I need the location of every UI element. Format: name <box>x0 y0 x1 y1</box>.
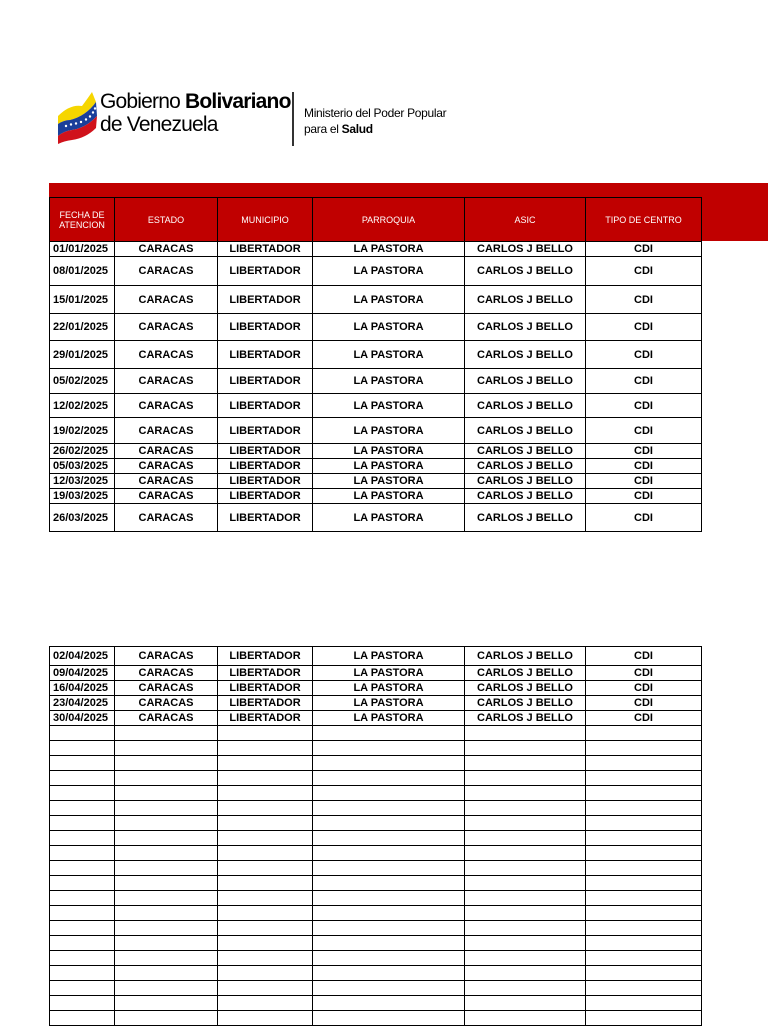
empty-cell <box>465 861 586 876</box>
cell-fecha: 26/03/2025 <box>50 504 115 532</box>
cell-fecha: 22/01/2025 <box>50 314 115 341</box>
empty-cell <box>50 801 115 816</box>
empty-cell <box>50 786 115 801</box>
empty-cell <box>586 726 702 741</box>
cell-tipo-centro: CDI <box>586 681 702 696</box>
empty-cell <box>218 936 313 951</box>
cell-parroquia: LA PASTORA <box>313 369 465 394</box>
empty-cell <box>586 816 702 831</box>
cell-estado: CARACAS <box>115 444 218 459</box>
empty-cell <box>50 951 115 966</box>
cell-parroquia: LA PASTORA <box>313 242 465 257</box>
empty-cell <box>218 906 313 921</box>
empty-cell <box>115 891 218 906</box>
empty-cell <box>465 891 586 906</box>
empty-cell <box>218 816 313 831</box>
empty-cell <box>50 966 115 981</box>
cell-municipio: LIBERTADOR <box>218 504 313 532</box>
cell-tipo-centro: CDI <box>586 504 702 532</box>
table-row <box>50 504 702 532</box>
empty-cell <box>465 876 586 891</box>
cell-parroquia: LA PASTORA <box>313 341 465 369</box>
empty-cell <box>313 891 465 906</box>
cell-asic: CARLOS J BELLO <box>465 474 586 489</box>
cell-fecha: 23/04/2025 <box>50 696 115 711</box>
empty-cell <box>465 921 586 936</box>
empty-cell <box>115 936 218 951</box>
empty-row <box>50 831 702 846</box>
cell-municipio: LIBERTADOR <box>218 711 313 726</box>
empty-cell <box>313 951 465 966</box>
empty-cell <box>218 786 313 801</box>
cell-parroquia: LA PASTORA <box>313 711 465 726</box>
empty-cell <box>115 846 218 861</box>
col-header-parroquia: PARROQUIA <box>313 198 465 242</box>
empty-cell <box>50 756 115 771</box>
empty-row <box>50 1011 702 1026</box>
cell-fecha: 12/03/2025 <box>50 474 115 489</box>
empty-cell <box>313 831 465 846</box>
empty-row <box>50 891 702 906</box>
empty-cell <box>465 1011 586 1026</box>
venezuela-flag-icon <box>56 90 98 144</box>
cell-estado: CARACAS <box>115 681 218 696</box>
cell-tipo-centro: CDI <box>586 369 702 394</box>
empty-cell <box>50 831 115 846</box>
cell-fecha: 01/01/2025 <box>50 242 115 257</box>
empty-cell <box>218 756 313 771</box>
cell-asic: CARLOS J BELLO <box>465 489 586 504</box>
table-row <box>50 489 702 504</box>
cell-estado: CARACAS <box>115 394 218 418</box>
cell-estado: CARACAS <box>115 666 218 681</box>
empty-cell <box>313 816 465 831</box>
cell-tipo-centro: CDI <box>586 647 702 666</box>
logo-divider <box>292 92 294 146</box>
empty-cell <box>586 906 702 921</box>
empty-row <box>50 726 702 741</box>
empty-cell <box>313 906 465 921</box>
empty-cell <box>313 966 465 981</box>
empty-cell <box>50 846 115 861</box>
empty-cell <box>465 786 586 801</box>
cell-parroquia: LA PASTORA <box>313 286 465 314</box>
table-row <box>50 444 702 459</box>
empty-cell <box>586 801 702 816</box>
cell-parroquia: LA PASTORA <box>313 394 465 418</box>
empty-cell <box>465 726 586 741</box>
empty-cell <box>313 996 465 1011</box>
cell-fecha: 29/01/2025 <box>50 341 115 369</box>
empty-cell <box>218 951 313 966</box>
cell-asic: CARLOS J BELLO <box>465 444 586 459</box>
empty-cell <box>115 756 218 771</box>
empty-cell <box>50 771 115 786</box>
empty-row <box>50 996 702 1011</box>
empty-cell <box>218 726 313 741</box>
cell-estado: CARACAS <box>115 489 218 504</box>
empty-cell <box>115 831 218 846</box>
col-header-asic: ASIC <box>465 198 586 242</box>
cell-tipo-centro: CDI <box>586 257 702 286</box>
cell-estado: CARACAS <box>115 418 218 444</box>
cell-fecha: 08/01/2025 <box>50 257 115 286</box>
cell-estado: CARACAS <box>115 314 218 341</box>
gobierno-logo <box>56 88 447 150</box>
cell-parroquia: LA PASTORA <box>313 257 465 286</box>
empty-cell <box>313 756 465 771</box>
logo-title-line1: Gobierno Bolivariano <box>100 90 291 113</box>
table-row <box>50 474 702 489</box>
cell-estado: CARACAS <box>115 257 218 286</box>
empty-cell <box>115 921 218 936</box>
cell-fecha: 05/02/2025 <box>50 369 115 394</box>
col-header-fecha: FECHA DE ATENCION <box>50 198 115 242</box>
table-row <box>50 647 702 666</box>
empty-cell <box>586 771 702 786</box>
empty-cell <box>115 741 218 756</box>
cell-estado: CARACAS <box>115 242 218 257</box>
cell-parroquia: LA PASTORA <box>313 444 465 459</box>
cell-estado: CARACAS <box>115 286 218 314</box>
cell-tipo-centro: CDI <box>586 666 702 681</box>
cell-asic: CARLOS J BELLO <box>465 314 586 341</box>
cell-fecha: 09/04/2025 <box>50 666 115 681</box>
empty-cell <box>218 921 313 936</box>
cell-municipio: LIBERTADOR <box>218 257 313 286</box>
cell-parroquia: LA PASTORA <box>313 489 465 504</box>
cell-municipio: LIBERTADOR <box>218 418 313 444</box>
empty-row <box>50 816 702 831</box>
attendance-table-continued <box>49 646 702 1026</box>
empty-cell <box>586 846 702 861</box>
cell-asic: CARLOS J BELLO <box>465 504 586 532</box>
empty-cell <box>50 876 115 891</box>
cell-asic: CARLOS J BELLO <box>465 647 586 666</box>
cell-asic: CARLOS J BELLO <box>465 711 586 726</box>
cell-fecha: 19/03/2025 <box>50 489 115 504</box>
empty-cell <box>218 891 313 906</box>
empty-cell <box>115 981 218 996</box>
cell-tipo-centro: CDI <box>586 474 702 489</box>
empty-cell <box>313 846 465 861</box>
empty-cell <box>218 771 313 786</box>
empty-cell <box>465 966 586 981</box>
empty-cell <box>586 981 702 996</box>
cell-fecha: 30/04/2025 <box>50 711 115 726</box>
cell-tipo-centro: CDI <box>586 444 702 459</box>
table-row <box>50 711 702 726</box>
empty-row <box>50 981 702 996</box>
empty-row <box>50 801 702 816</box>
empty-cell <box>115 966 218 981</box>
cell-municipio: LIBERTADOR <box>218 666 313 681</box>
empty-cell <box>218 966 313 981</box>
empty-cell <box>465 951 586 966</box>
table-row <box>50 257 702 286</box>
empty-cell <box>586 936 702 951</box>
cell-municipio: LIBERTADOR <box>218 489 313 504</box>
cell-asic: CARLOS J BELLO <box>465 286 586 314</box>
empty-cell <box>218 741 313 756</box>
cell-municipio: LIBERTADOR <box>218 444 313 459</box>
cell-municipio: LIBERTADOR <box>218 369 313 394</box>
empty-cell <box>465 996 586 1011</box>
cell-fecha: 26/02/2025 <box>50 444 115 459</box>
empty-cell <box>218 846 313 861</box>
cell-parroquia: LA PASTORA <box>313 474 465 489</box>
cell-tipo-centro: CDI <box>586 489 702 504</box>
empty-row <box>50 741 702 756</box>
empty-cell <box>313 861 465 876</box>
empty-cell <box>586 831 702 846</box>
empty-cell <box>465 816 586 831</box>
empty-cell <box>50 936 115 951</box>
cell-municipio: LIBERTADOR <box>218 394 313 418</box>
cell-municipio: LIBERTADOR <box>218 696 313 711</box>
empty-cell <box>313 801 465 816</box>
col-header-tipo-centro: TIPO DE CENTRO <box>586 198 702 242</box>
empty-cell <box>50 891 115 906</box>
cell-asic: CARLOS J BELLO <box>465 369 586 394</box>
empty-cell <box>50 1011 115 1026</box>
empty-cell <box>465 831 586 846</box>
logo-title-line2: de Venezuela <box>100 113 218 136</box>
empty-row <box>50 966 702 981</box>
cell-asic: CARLOS J BELLO <box>465 681 586 696</box>
empty-cell <box>218 801 313 816</box>
empty-cell <box>313 786 465 801</box>
cell-municipio: LIBERTADOR <box>218 474 313 489</box>
empty-cell <box>465 756 586 771</box>
empty-cell <box>313 1011 465 1026</box>
table-row <box>50 314 702 341</box>
empty-cell <box>50 816 115 831</box>
cell-parroquia: LA PASTORA <box>313 504 465 532</box>
table-row <box>50 242 702 257</box>
empty-cell <box>115 951 218 966</box>
cell-municipio: LIBERTADOR <box>218 286 313 314</box>
cell-fecha: 16/04/2025 <box>50 681 115 696</box>
table-row <box>50 341 702 369</box>
empty-cell <box>218 1011 313 1026</box>
empty-row <box>50 906 702 921</box>
empty-cell <box>50 996 115 1011</box>
cell-estado: CARACAS <box>115 459 218 474</box>
empty-cell <box>586 861 702 876</box>
cell-asic: CARLOS J BELLO <box>465 257 586 286</box>
cell-tipo-centro: CDI <box>586 711 702 726</box>
empty-row <box>50 771 702 786</box>
cell-estado: CARACAS <box>115 711 218 726</box>
cell-asic: CARLOS J BELLO <box>465 666 586 681</box>
cell-tipo-centro: CDI <box>586 418 702 444</box>
cell-fecha: 15/01/2025 <box>50 286 115 314</box>
empty-row <box>50 846 702 861</box>
col-header-municipio: MUNICIPIO <box>218 198 313 242</box>
empty-cell <box>218 861 313 876</box>
cell-estado: CARACAS <box>115 504 218 532</box>
cell-tipo-centro: CDI <box>586 459 702 474</box>
empty-cell <box>115 816 218 831</box>
empty-cell <box>218 981 313 996</box>
cell-fecha: 19/02/2025 <box>50 418 115 444</box>
empty-cell <box>115 801 218 816</box>
empty-cell <box>465 846 586 861</box>
empty-cell <box>465 741 586 756</box>
col-header-estado: ESTADO <box>115 198 218 242</box>
cell-estado: CARACAS <box>115 647 218 666</box>
empty-cell <box>218 876 313 891</box>
empty-cell <box>586 756 702 771</box>
cell-municipio: LIBERTADOR <box>218 341 313 369</box>
cell-asic: CARLOS J BELLO <box>465 696 586 711</box>
cell-tipo-centro: CDI <box>586 286 702 314</box>
cell-parroquia: LA PASTORA <box>313 418 465 444</box>
cell-estado: CARACAS <box>115 341 218 369</box>
empty-row <box>50 951 702 966</box>
empty-cell <box>586 891 702 906</box>
empty-cell <box>218 831 313 846</box>
cell-estado: CARACAS <box>115 474 218 489</box>
cell-municipio: LIBERTADOR <box>218 242 313 257</box>
empty-row <box>50 861 702 876</box>
empty-row <box>50 921 702 936</box>
empty-cell <box>115 786 218 801</box>
empty-cell <box>50 906 115 921</box>
empty-row <box>50 936 702 951</box>
empty-cell <box>115 996 218 1011</box>
cell-parroquia: LA PASTORA <box>313 681 465 696</box>
empty-cell <box>313 981 465 996</box>
empty-cell <box>313 936 465 951</box>
empty-cell <box>465 936 586 951</box>
empty-cell <box>50 981 115 996</box>
table-header-row <box>50 198 702 242</box>
table-row <box>50 459 702 474</box>
empty-cell <box>115 906 218 921</box>
cell-parroquia: LA PASTORA <box>313 459 465 474</box>
cell-municipio: LIBERTADOR <box>218 314 313 341</box>
empty-cell <box>313 876 465 891</box>
cell-parroquia: LA PASTORA <box>313 696 465 711</box>
cell-tipo-centro: CDI <box>586 242 702 257</box>
cell-asic: CARLOS J BELLO <box>465 418 586 444</box>
cell-tipo-centro: CDI <box>586 696 702 711</box>
attendance-table <box>49 197 702 532</box>
cell-asic: CARLOS J BELLO <box>465 459 586 474</box>
cell-parroquia: LA PASTORA <box>313 314 465 341</box>
empty-cell <box>586 951 702 966</box>
cell-municipio: LIBERTADOR <box>218 459 313 474</box>
empty-cell <box>586 1011 702 1026</box>
cell-tipo-centro: CDI <box>586 314 702 341</box>
cell-estado: CARACAS <box>115 369 218 394</box>
empty-cell <box>50 726 115 741</box>
table-row <box>50 666 702 681</box>
empty-row <box>50 876 702 891</box>
empty-cell <box>586 741 702 756</box>
cell-asic: CARLOS J BELLO <box>465 394 586 418</box>
empty-cell <box>313 771 465 786</box>
empty-cell <box>115 771 218 786</box>
cell-asic: CARLOS J BELLO <box>465 341 586 369</box>
cell-parroquia: LA PASTORA <box>313 666 465 681</box>
ministry-line1: Ministerio del Poder Popular <box>304 106 447 120</box>
table-row <box>50 418 702 444</box>
table-row <box>50 696 702 711</box>
empty-cell <box>586 786 702 801</box>
empty-cell <box>465 801 586 816</box>
cell-municipio: LIBERTADOR <box>218 681 313 696</box>
empty-cell <box>115 876 218 891</box>
cell-asic: CARLOS J BELLO <box>465 242 586 257</box>
empty-cell <box>465 981 586 996</box>
empty-row <box>50 756 702 771</box>
empty-cell <box>586 966 702 981</box>
empty-cell <box>465 906 586 921</box>
cell-municipio: LIBERTADOR <box>218 647 313 666</box>
table-row <box>50 681 702 696</box>
empty-cell <box>465 771 586 786</box>
empty-cell <box>115 1011 218 1026</box>
empty-cell <box>115 726 218 741</box>
cell-fecha: 12/02/2025 <box>50 394 115 418</box>
cell-tipo-centro: CDI <box>586 394 702 418</box>
empty-cell <box>50 861 115 876</box>
empty-row <box>50 786 702 801</box>
empty-cell <box>218 996 313 1011</box>
empty-cell <box>313 741 465 756</box>
empty-cell <box>586 996 702 1011</box>
empty-cell <box>50 741 115 756</box>
empty-cell <box>586 876 702 891</box>
empty-cell <box>313 921 465 936</box>
table-row <box>50 394 702 418</box>
empty-cell <box>586 921 702 936</box>
ministry-line2: para el Salud <box>304 122 373 136</box>
empty-cell <box>50 921 115 936</box>
cell-fecha: 05/03/2025 <box>50 459 115 474</box>
table-row <box>50 286 702 314</box>
cell-fecha: 02/04/2025 <box>50 647 115 666</box>
empty-cell <box>313 726 465 741</box>
empty-cell <box>115 861 218 876</box>
table-row <box>50 369 702 394</box>
cell-parroquia: LA PASTORA <box>313 647 465 666</box>
cell-tipo-centro: CDI <box>586 341 702 369</box>
cell-estado: CARACAS <box>115 696 218 711</box>
